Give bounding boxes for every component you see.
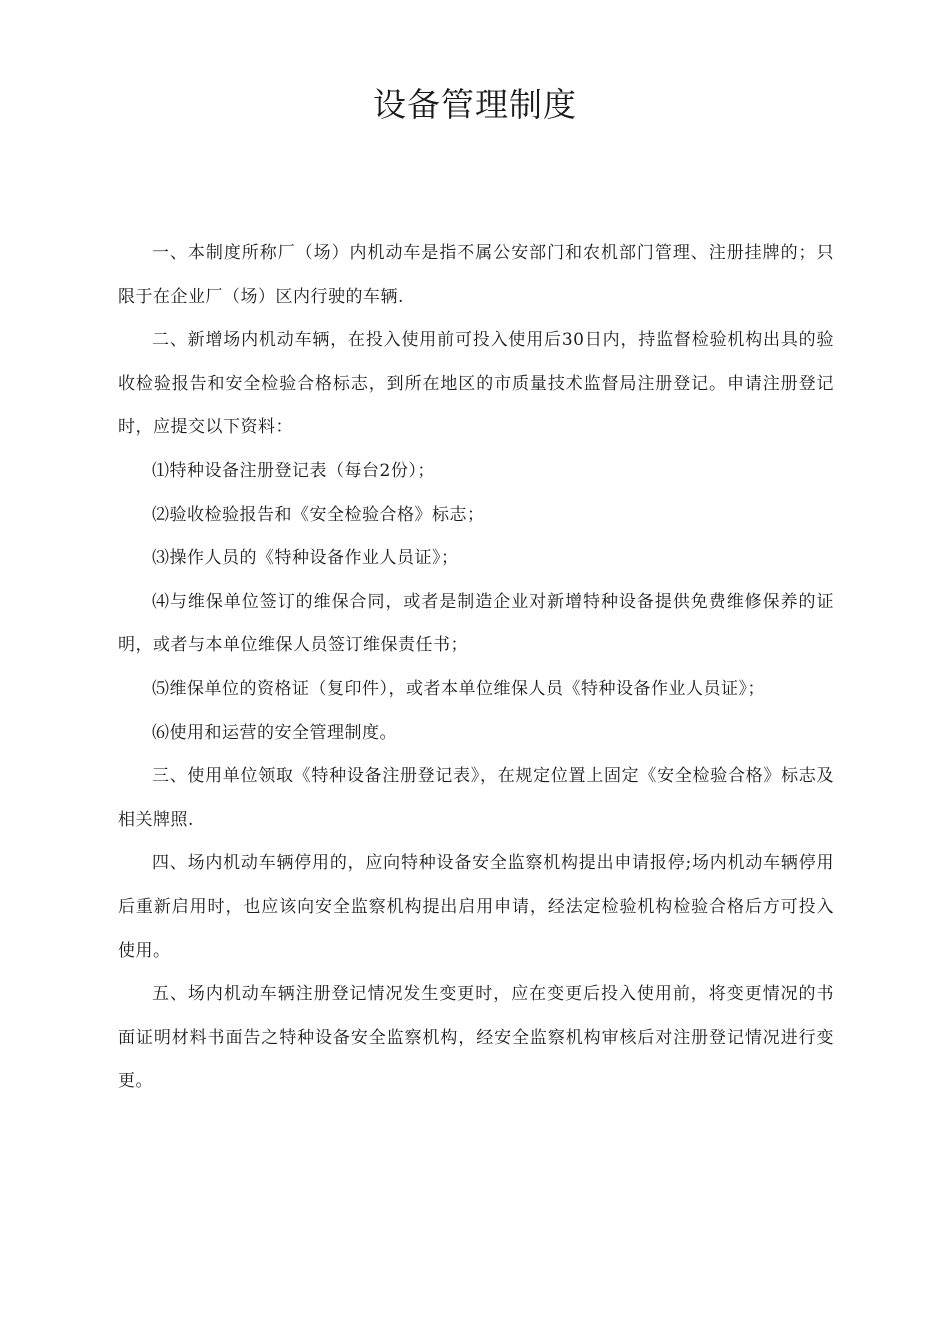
list-item-1: ⑴特种设备注册登记表（每台2份）； xyxy=(152,460,435,481)
paragraph-5: 五、场内机动车辆注册登记情况发生变更时，应在变更后投入使用前，将变更情况的书面证明材料书面告之特种设备安全监察机构，经安全监察机构审核后对注册登记情况进行变更。 xyxy=(118,984,834,1092)
list-item-5: ⑸维保单位的资格证（复印件），或者本单位维保人员《特种设备作业人员证》； xyxy=(152,678,765,699)
paragraph-1: 一、本制度所称厂（场）内机动车是指不属公安部门和农机部门管理、注册挂牌的；只限于在企业厂（场）区内行驶的车辆. xyxy=(118,243,834,307)
list-item-6: ⑹使用和运营的安全管理制度。 xyxy=(152,722,397,743)
list-item-3: ⑶操作人员的《特种设备作业人员证》； xyxy=(152,548,459,569)
list-item-2: ⑵验收检验报告和《安全检验合格》标志； xyxy=(152,504,485,525)
paragraph-3: 三、使用单位领取《特种设备注册登记表》，在规定位置上固定《安全检验合格》标志及相关牌照. xyxy=(118,766,834,830)
list-item-4: ⑷与维保单位签订的维保合同，或者是制造企业对新增特种设备提供免费维修保养的证明，或者与本单位维保人员签订维保责任书； xyxy=(118,591,834,656)
document-title: 设备管理制度 xyxy=(373,85,577,124)
document-body xyxy=(118,232,834,1104)
paragraph-4: 四、场内机动车辆停用的，应向特种设备安全监察机构提出申请报停;场内机动车辆停用后重新启用时，也应该向安全监察机构提出启用申请，经法定检验机构检验合格后方可投入使用。 xyxy=(118,853,834,961)
paragraph-2: 二、新增场内机动车辆，在投入使用前可投入使用后30日内，持监督检验机构出具的验收检验报告和安全检验合格标志，到所在地区的市质量技术监督局注册登记。申请注册登记时，应提交以下资料： xyxy=(118,330,834,438)
